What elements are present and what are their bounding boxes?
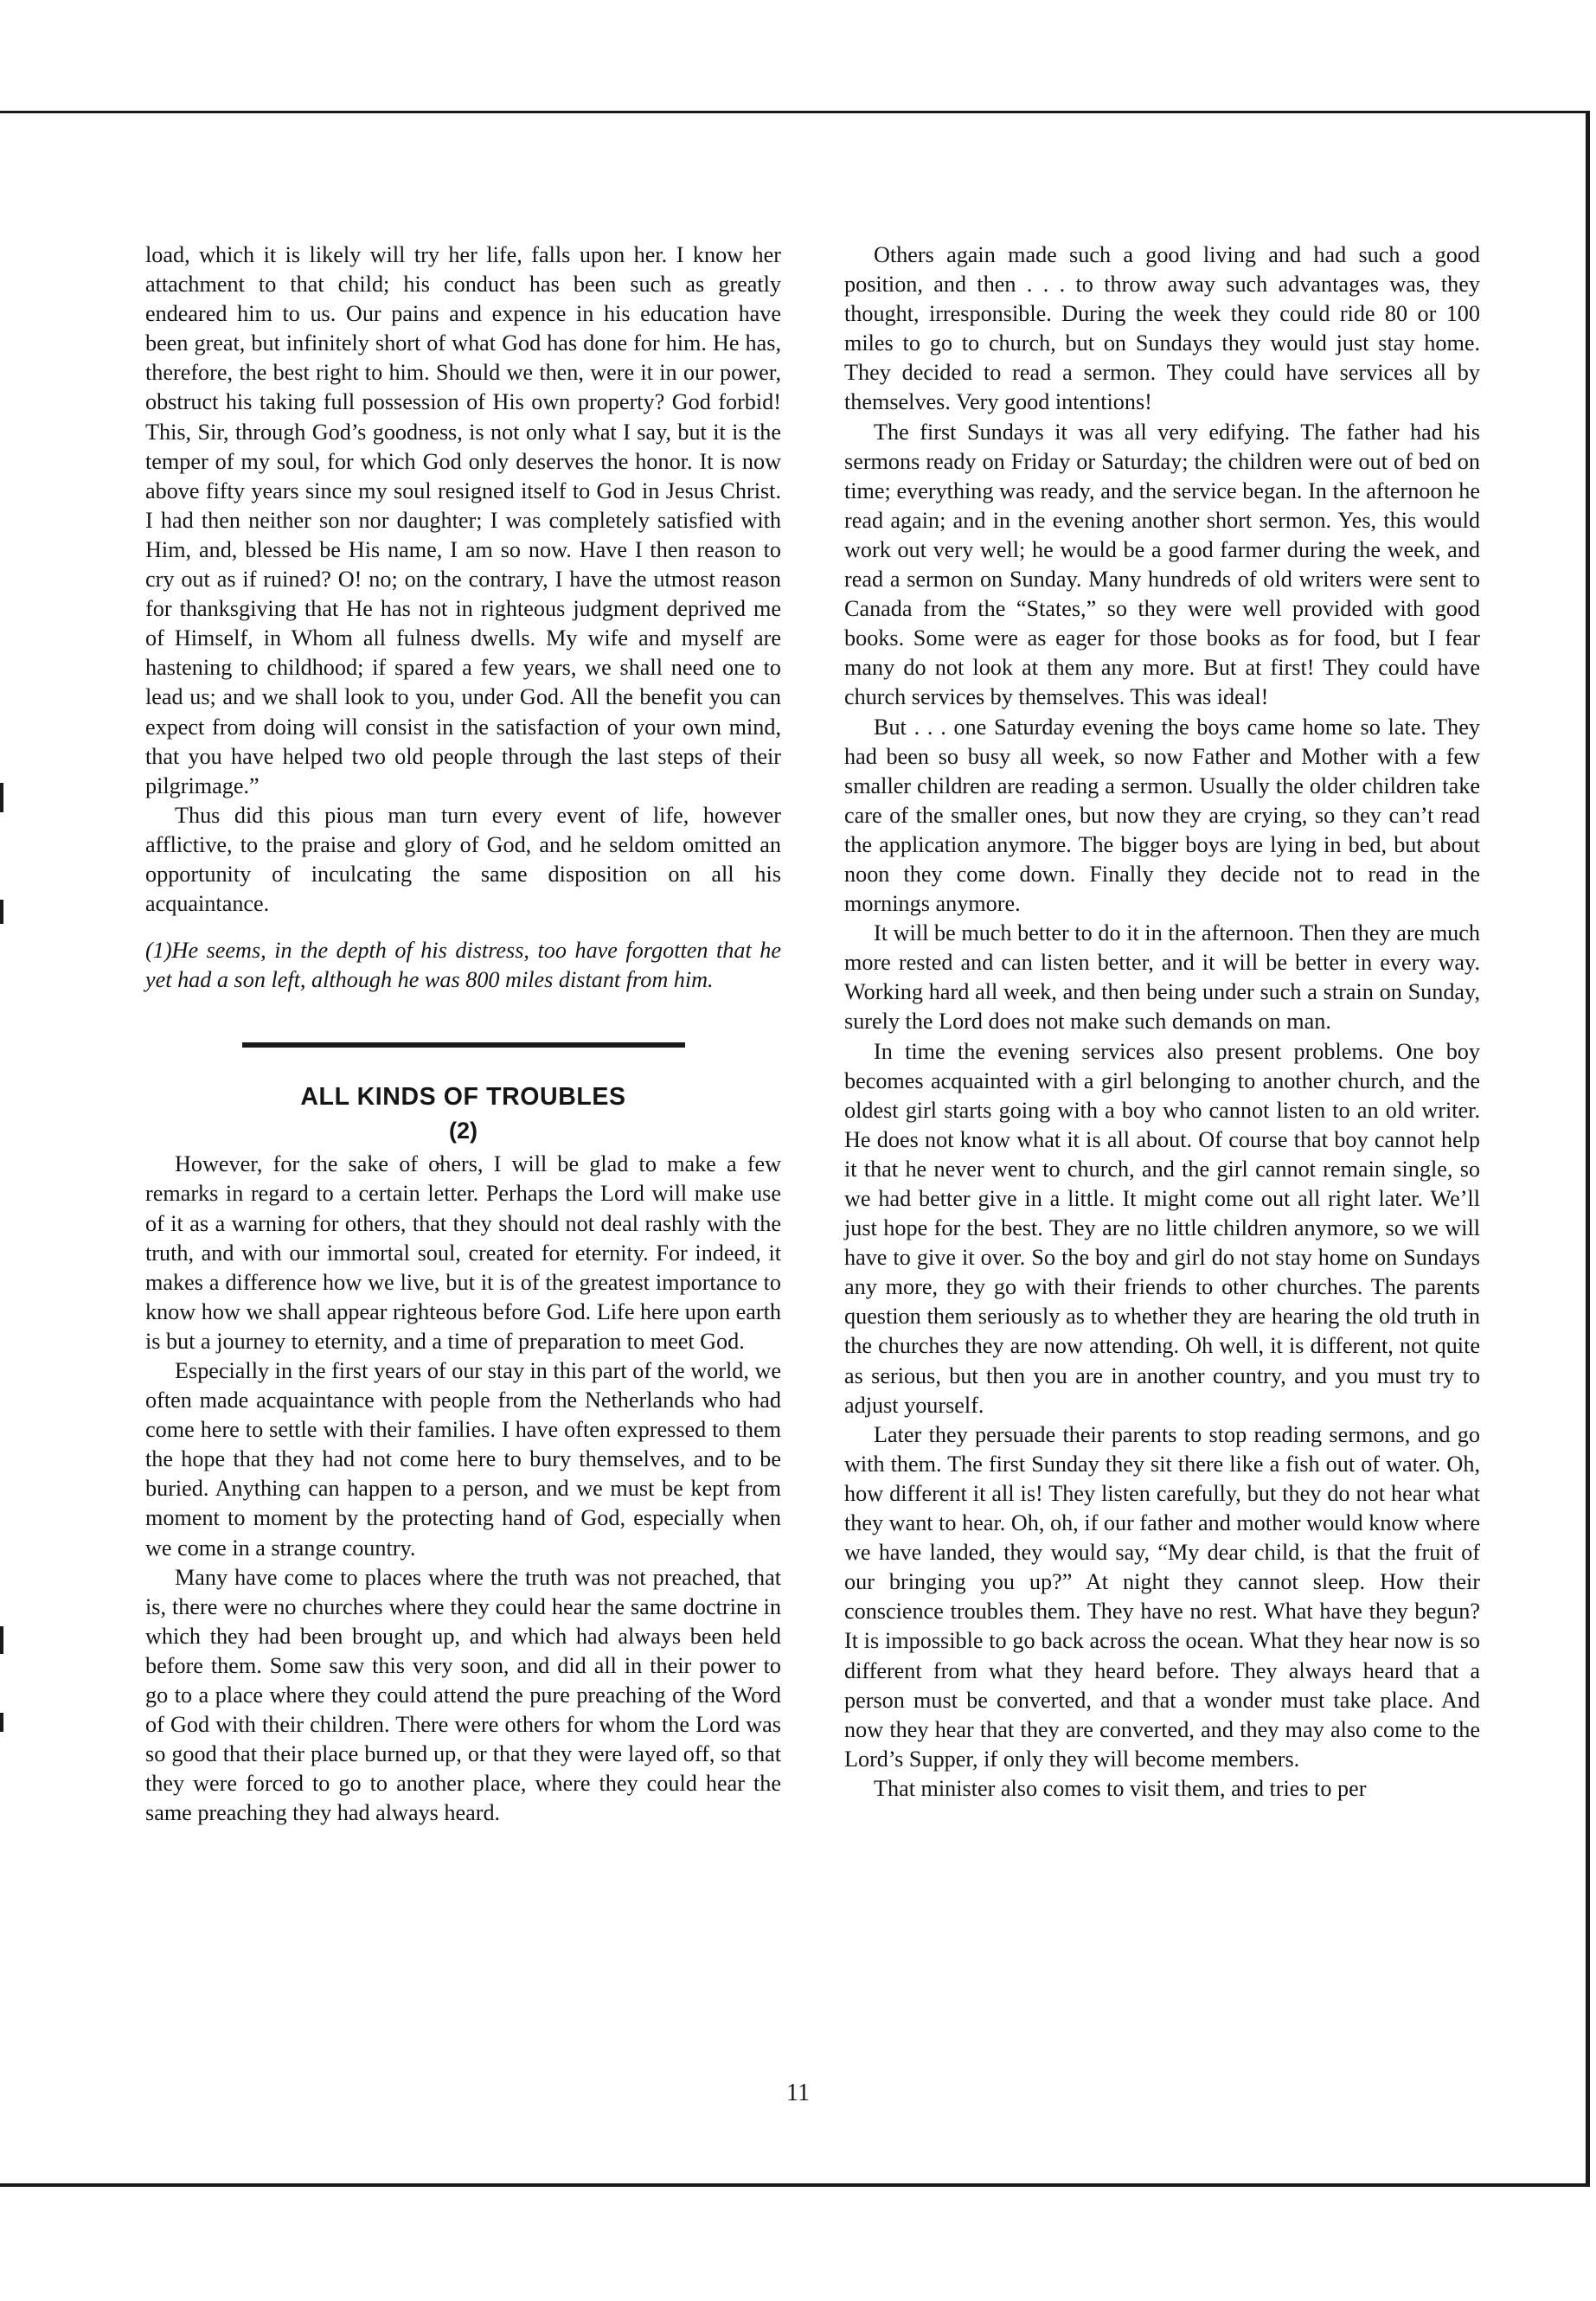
right-column (844, 240, 1480, 1804)
body-paragraph: Thus did this pious man turn every event of life, however afflictive, to the praise and glory of God, and he seldom omitted an opportunity of inculcating the same disposition on all his acquaintance. (145, 802, 781, 917)
body-paragraph: But . . . one Saturday evening the boys came home so late. They had been so busy all week, so now Father and Mother with a few smaller children are reading a sermon. Usually the older children take care of the smaller ones, but now they are crying, so they can’t read the application anymore. The bigger boys are lying in bed, but about noon they come down. Finally they decide not to read in the mornings anymore. (844, 714, 1480, 917)
body-paragraph: Many have come to places where the truth was not preached, that is, there were no churches where they could hear the same doctrine in which they had been brought up, and which had always been held before them. Some saw this very soon, and did all in their power to go to a place where they could attend the pure preaching of the Word of God with their children. There were others for whom the Lord was so good that their place burned up, or that they were layed off, so that they were forced to go to another place, where they could hear the same preaching they had always heard. (145, 1564, 781, 1826)
margin-mark (0, 1626, 3, 1654)
body-paragraph: The first Sundays it was all very edifying. The father had his sermons ready on Friday or Saturday; the children were out of bed on time; everything was ready, and the service began. In the afternoon he read again; and in the evening another short sermon. Yes, this would work out very well; he would be a good farmer during the week, and read a sermon on Sunday. Many hundreds of old writers were sent to Canada from the “States,” so they were well provided with good books. Some were as eager for those books as for food, but I fear many do not look at them any more. But at first! They could have church services by themselves. This was ideal! (844, 419, 1480, 710)
section-divider (242, 1042, 685, 1048)
body-paragraph: However, for the sake of o̵hers, I will be glad to make a few remarks in regard to a certain letter. Perhaps the Lord will make use of it as a warning for others, that they should not deal rashly with the truth, and with our immortal soul, created for eternity. For indeed, it makes a difference how we live, but it is of the greatest importance to know how we shall appear righteous before God. Life here upon earth is but a journey to eternity, and a time of preparation to meet God. (145, 1151, 781, 1354)
body-paragraph: It will be much better to do it in the afternoon. Then they are much more rested and can listen better, and it will be better in every way. Working hard all week, and then being under such a strain on Sunday, surely the Lord does not make such demands on man. (844, 920, 1480, 1035)
body-paragraph: That minister also comes to visit them, and tries to per (874, 1775, 1367, 1801)
section-title: ALL KINDS OF TROUBLES (300, 1083, 626, 1112)
body-paragraph: Others again made such a good living and had such a good position, and then . . . to throw away such advantages was, they thought, irresponsible. During the week they could ride 80 or 100 miles to go to church, but on Sundays they would just stay home. They decided to read a sermon. They could have services all by themselves. Very good intentions! (844, 242, 1480, 415)
page-number: 11 (786, 2080, 810, 2106)
body-paragraph: Especially in the first years of our stay in this part of the world, we often made acquaintance with people from the Netherlands who had come here to settle with their families. I have often expressed to them the hope that they had not come here to bury themselves, and to be buried. Anything can happen to a person, and we must be kept from moment to moment by the protecting hand of God, especially when we come in a strange country. (145, 1358, 781, 1561)
section-number: (2) (449, 1118, 478, 1144)
margin-mark (0, 900, 3, 924)
body-paragraph: load, which it is likely will try her life, falls upon her. I know her attachment to that child; his conduct has been such as greatly endeared him to us. Our pains and expence in his education have been great, but infinitely short of what God has done for him. He has, therefore, the best right to him. Should we then, were it in our power, obstruct his taking full possession of His own property? God forbid! This, Sir, through God’s goodness, is not only what I say, but it is the temper of my soul, for which God only deserves the honor. It is now above fifty years since my soul resigned itself to God in Jesus Christ. I had then neither son nor daughter; I was completely satisfied with Him, and, blessed be His name, I am so now. Have I then reason to cry out as if ruined? O! no; on the contrary, I have the utmost reason for thanksgiving that He has not in righteous judgment deprived me of Himself, in Whom all fulness dwells. My wife and myself are hastening to childhood; if spared a few years, we shall need one to lead us; and we shall look to you, under God. All the benefit you can expect from doing will consist in the satisfaction of your own mind, that you have helped two old people through the last steps of their pilgrimage.” (145, 242, 781, 798)
margin-mark (0, 1713, 3, 1732)
body-paragraph: Later they persuade their parents to stop reading sermons, and go with them. The first Sunday they sit there like a fish out of water. Oh, how different it all is! They listen carefully, but they do not hear what they want to hear. Oh, oh, if our father and mother would know where we have landed, they would say, “My dear child, is that the fruit of our bringing you up?” At night they cannot sleep. How their conscience troubles them. They have no rest. What have they begun? It is impossible to go back across the ocean. What they hear now is so different from what they heard before. They always heard that a person must be converted, and that a wonder must take place. And now they hear that they are converted, and they may also come to the Lord’s Supper, if only they will become members. (844, 1421, 1480, 1772)
body-paragraph: In time the evening services also present problems. One boy becomes acquainted with a girl belonging to another church, and the oldest girl starts going with a boy who cannot listen to an old writer. He does not know what it is all about. Of course that boy cannot help it that he never went to church, and the girl cannot remain single, so we had better give in a little. It might come out all right later. We’ll just hope for the best. They are no little children anymore, so we will have to give it over. So the boy and girl do not stay home on Sundays any more, they go with their friends to other churches. The parents question them seriously as to whether they are hearing the old truth in the churches they are now attending. Oh well, it is different, not quite as serious, but then you are in another country, and you must try to adjust yourself. (844, 1038, 1480, 1418)
footnote: (1)He seems, in the depth of his distress, too have forgotten that he yet had a son left, although he was 800 miles distant from him. (145, 938, 781, 993)
left-column (145, 240, 781, 1829)
margin-mark (0, 783, 3, 812)
